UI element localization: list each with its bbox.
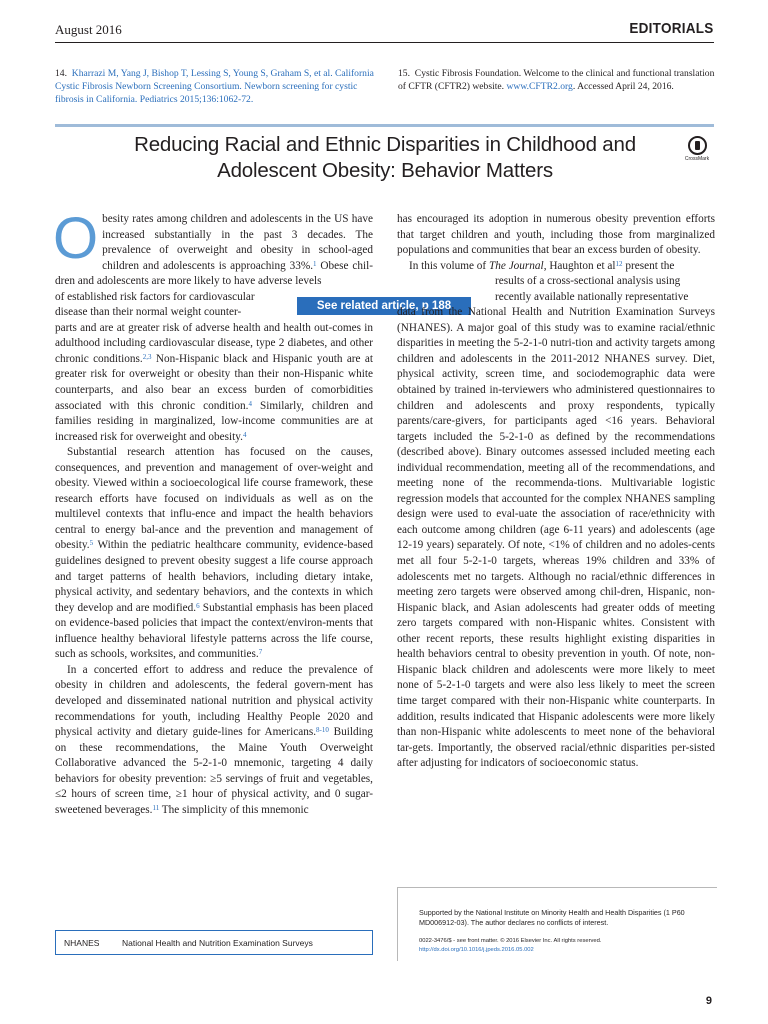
support-box (397, 887, 717, 961)
text-run: Building on these recommendations, the Maine Youth Overweight Collaborative advanced the 5-2-1-0 mnemonic, targeting 4 daily behaviors for obesity prevention: ≥5 servings of fruit and vegetables, ≤2 hours of screen time, ≥1 hour of physical activity, and 0 sugar-sweetened beverages. (55, 726, 373, 816)
text-run: parts and are at greater risk of adverse health and health out-comes in adulthood including cardiovascular disease, type 2 diabetes, and other chronic conditions. (55, 321, 373, 365)
text-run: Within the pediatric healthcare community, evidence-based guidelines designed to prevent obesity suggest a life course approach and target patterns of health behaviors, including dietary intake, physical activity, and sedentary behaviors, and the contexts in which they develop and are modified. (55, 539, 373, 614)
paragraph-3 (55, 663, 373, 818)
text-run: In this volume of (409, 259, 489, 272)
article-title: Reducing Racial and Ethnic Disparities in Childhood and Adolescent Obesity: Behavior Matters (134, 133, 636, 182)
citation[interactable]: 4 (248, 399, 252, 408)
citation[interactable]: 5 (89, 539, 94, 548)
citation[interactable]: 12 (615, 259, 623, 268)
text-run: present the (622, 259, 675, 272)
paragraph-1 (53, 206, 374, 445)
paragraph-4: has encouraged its adoption in numerous obesity prevention efforts that target children and youth, including those from marginalized populations and communities that bear an excess burden of obesity. (397, 213, 715, 257)
title-divider (55, 124, 714, 127)
text-run: , Haughton et al (543, 259, 616, 272)
paragraph-5 (397, 259, 715, 772)
text-run: In a concerted effort to address and reduce the prevalence of obesity in children and adolescents, the federal govern-ment has developed and disseminated national nutrition and physical activity recommendations for youth, including Healthy People 2020 and physical activity and dietary guide-lines for Americans. (55, 663, 373, 739)
funding-note: Supported by the National Institute on Minority Health and Health Disparities (1 P60 MD006912-03). The author declares no conflicts of interest. (419, 908, 685, 927)
header-section: EDITORIALS (629, 20, 714, 37)
header-rule (55, 42, 714, 43)
header-date: August 2016 (55, 22, 122, 37)
see-related-article-button[interactable]: See related article, p 188 (297, 297, 471, 315)
text-line: of established risk factors for cardiovascular (55, 290, 255, 303)
reference-text-end: . Accessed April 24, 2016. (572, 81, 674, 92)
citation[interactable]: 6 (196, 601, 200, 610)
copyright-line: 0022-3476/$ - see front matter. © 2016 Elsevier Inc. All rights reserved. (419, 938, 602, 944)
page-number: 9 (705, 995, 712, 1007)
text-run: Similarly, children and families residing in marginalized, low-income communities are at increased risk for overweight and obesity. (55, 399, 374, 443)
citation[interactable]: 8-10 (316, 726, 329, 735)
crossmark-label: CrossMark (684, 156, 710, 162)
drop-cap: O (53, 206, 99, 271)
text-line: disease than their normal weight counter- (55, 306, 242, 319)
text-run: Substantial research attention has focused on the causes, consequences, and prevention and management of over-weight and obesity. Viewed within a socioecological life course framework, these research efforts have focused on individuals as well as on the multilevel contexts that influ-ence and impact the health behaviors central to energy bal-ance and the prevention and management of obesity. (55, 446, 373, 552)
doi-link[interactable]: http://dx.doi.org/10.1016/j.jpeds.2016.05.002 (419, 947, 534, 953)
abbreviations-box (55, 930, 373, 955)
reference-text: Cystic Fibrosis Foundation. Welcome to the clinical and functional translation of CFTR (CFTR2) website. (398, 68, 715, 92)
text-line: have increased substantially in the past 3 decades. The (102, 213, 374, 241)
abbreviation-value: National Health and Nutrition Examination Surveys (122, 938, 313, 948)
text-line: dren and adolescents are more likely to have adverse levels (55, 275, 322, 288)
text-line: recently available nationally representative (495, 290, 689, 303)
right-column (397, 212, 715, 772)
text-line: prevalence of overweight and obesity in school-aged (102, 244, 373, 257)
cftr2-link[interactable]: www.CFTR2.org (506, 81, 573, 92)
citation[interactable]: 1 (313, 259, 317, 268)
text-run: Substantial emphasis has been placed on evidence-based policies that impact the context/environ-ments that influence healthy behavioral lifestyle patterns across the life course, such as schools, worksites, and communities. (55, 601, 373, 661)
reference-15 (398, 67, 716, 93)
text-line: besity rates among children and adolescents in the US (102, 213, 349, 225)
text-line: results of a cross-sectional analysis using (495, 275, 681, 288)
citation[interactable]: 4 (242, 430, 247, 439)
reference-14 (55, 67, 375, 106)
reference-link[interactable]: Kharrazi M, Yang J, Bishop T, Lessing S, Young S, Graham S, et al. California Cystic Fibrosis Newborn Screening Consortium. Newborn screening for cystic fibrosis in California. Pediatrics 2015;136:1062-72. (55, 68, 374, 105)
citation[interactable]: 11 (152, 803, 160, 812)
text-run: The simplicity of this mnemonic (159, 803, 309, 816)
text-line: Obese chil- (316, 259, 373, 272)
abbreviation-key: NHANES (64, 938, 100, 948)
text-run: data from the National Health and Nutrition Examination Surveys (NHANES). A major goal of this study was to examine racial/ethnic disparities in meeting the 5-2-1-0 nutri-tion and activity targets among children and adolescents in the 2011-2012 NHANES survey. Diet, physical activity, screen time, and sociodemographic data were obtained by trained in-terviewers who administered questionnaires to children and adolescents and proxy respondents, typically parents/care-givers, for participants aged <16 years. Behavioral targets included the 5-2-1-0 as defined by the recommendations (described above). Binary outcomes assessed included meeting each individual recommendation, meeting all of the recommendations, and meeting none of the recommenda-tions. Multivariable logistic regression models that accounted for the complex NHANES sampling design were used to eval-uate the association of race/ethnicity with each outcome among children (age 6-11 years) and adolescents (age 12-19 years) separately. Of note, <1% of children and no adoles-cents met all four 5-2-1-0 targets, whereas 19% children and 33% of adolescents met no targets. Although no racial/ethnic differences in meeting zero targets were observed among chil-dren, Hispanic, non-Hispanic black, and Asian adolescents had greater odds of meeting zero targets compared with non-Hispanic whites. Consistent with other recent reports, these results highlight existing disparities in health behaviors central to obesity prevention in youth. Of note, non-Hispanic black children and adolescents were more likely to meet none of 5-2-1-0 targets and were also less likely to meet the screen time target compared with their non-Hispanic white counterparts. In addition, results indicated that Hispanic adolescents were more likely than non-Hispanic white adolescents to meet none of the behavioral tar-gets. Importantly, the observed racial/ethnic disparities per-sisted after adjusting for indicators of socioeconomic status. (397, 306, 715, 770)
citation[interactable]: 2,3 (142, 352, 152, 361)
reference-number: 15. (398, 68, 410, 79)
crossmark-badge[interactable] (682, 136, 712, 162)
reference-number: 14. (55, 68, 67, 79)
copyright-block (419, 937, 601, 955)
text-run: Non-Hispanic black and Hispanic youth are at greater risk for overweight or obesity than their non-Hispanic white counterparts, and also bear an excess burden of comorbidities associated with this chronic condition. (55, 352, 373, 412)
text-line: children and adolescents is approaching 33%. (102, 259, 314, 272)
paragraph-2 (55, 445, 373, 663)
citation[interactable]: 7 (258, 648, 263, 657)
crossmark-icon (688, 136, 707, 155)
journal-name: The Journal (489, 259, 544, 272)
